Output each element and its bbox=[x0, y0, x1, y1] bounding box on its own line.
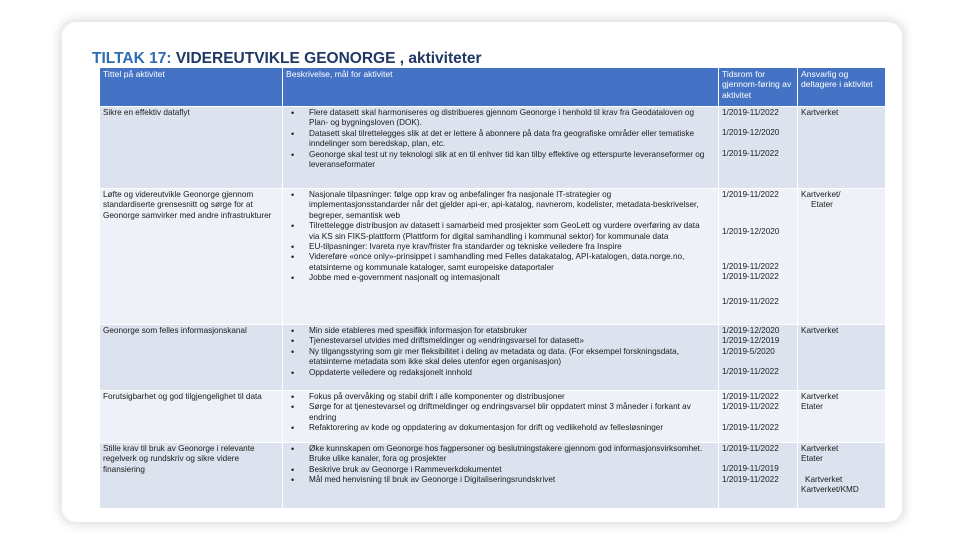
responsible-value: Kartverket bbox=[801, 444, 839, 453]
activity-responsible bbox=[798, 325, 886, 391]
period-value: 1/2019-12/2020 bbox=[722, 227, 780, 237]
period-value: 1/2019-11/2022 bbox=[722, 367, 779, 377]
table-row bbox=[100, 443, 886, 509]
bullet-item: • Nasjonale tilpasninger: følge opp krav og anbefalinger fra nasjonale IT-strategier og implementasjonsstandarder når det gjelder api-er, api-katalog, navnerom, kodelister, metadata-beskrivelser, begreper, semantisk web bbox=[293, 190, 712, 221]
activity-responsible bbox=[798, 391, 886, 443]
period-value: 1/2019-11/2022 bbox=[722, 422, 779, 432]
responsible-value: Etater bbox=[811, 200, 833, 210]
bullet-item: • Tjenestevarsel utvides med driftsmeldinger og «endringsvarsel for datasett» bbox=[293, 336, 712, 346]
header-responsible: Ansvarlig og deltagere i aktivitet bbox=[798, 68, 886, 107]
period-value: 1/2019-11/2022 bbox=[722, 474, 779, 484]
page-title bbox=[92, 50, 482, 68]
responsible-value: Kartverket/KMD bbox=[801, 485, 859, 495]
table-row bbox=[100, 391, 886, 443]
responsible-value: Kartverket bbox=[801, 108, 839, 117]
activity-description bbox=[283, 107, 719, 189]
bullet-item: • Datasett skal tilrettelegges slik at det er lettere å abonnere på data fra geografiske områder eller tematiske inndelinger som beredskap, plan, etc. bbox=[293, 129, 712, 150]
bullet-item: • Sørge for at tjenestevarsel og driftmeldinger og endringsvarsel blir oppdatert minst 3 måneder i forkant av endring bbox=[293, 402, 712, 423]
activity-period bbox=[719, 325, 798, 391]
bullet-item: • EU-tilpasninger: Ivareta nye krav/frister fra standarder og tekniske veiledere fra Inspire bbox=[293, 242, 712, 252]
activity-title: Geonorge som felles informasjonskanal bbox=[100, 325, 283, 391]
bullet-item: • Tilrettelegge distribusjon av datasett i samarbeid med prosjekter som GeoLett og vurdere overføring av data via KS sin FIKS-plattform (Plattform for digital samhandling i kommunal sektor) for kommunale data bbox=[293, 221, 712, 242]
responsible-value: Etater bbox=[801, 402, 823, 412]
bullet-item: • Øke kunnskapen om Geonorge hos fagpersoner og beslutningstakere gjennom god informasjonsvirksomhet. Bruke ulike kanaler, fora og prosjekter bbox=[293, 444, 712, 465]
table-row bbox=[100, 189, 886, 325]
responsible-value: Kartverket bbox=[805, 474, 843, 484]
table-header-row bbox=[100, 68, 886, 107]
header-description: Beskrivelse, mål for aktivitet bbox=[283, 68, 719, 107]
responsible-spacer bbox=[801, 465, 882, 475]
activity-title: Stille krav til bruk av Geonorge i relevante regelverk og rundskriv og sikre videre finansiering bbox=[100, 443, 283, 509]
period-value: 1/2019-12/2019 bbox=[722, 336, 780, 346]
bullet-item: • Refaktorering av kode og oppdatering av dokumentasjon for drift og vedlikehold av fellesløsninger bbox=[293, 423, 712, 433]
period-value: 1/2019-11/2022 bbox=[722, 261, 779, 271]
period-value: 1/2019-11/2022 bbox=[722, 444, 779, 453]
header-period: Tidsrom for gjennom-føring av aktivitet bbox=[719, 68, 798, 107]
responsible-value: Etater bbox=[801, 454, 823, 464]
period-value: 1/2019-12/2020 bbox=[722, 326, 780, 335]
activity-period bbox=[719, 189, 798, 325]
bullet-item: • Min side etableres med spesifikk informasjon for etatsbruker bbox=[293, 326, 712, 336]
activity-period bbox=[719, 107, 798, 189]
bullet-item: • Fokus på overvåking og stabil drift i alle komponenter og distribusjoner bbox=[293, 392, 712, 402]
title-rest: VIDEREUTVIKLE GEONORGE , aktiviteter bbox=[171, 50, 482, 67]
period-value: 1/2019-11/2022 bbox=[722, 272, 779, 282]
activity-responsible bbox=[798, 443, 886, 509]
header-title: Tittel på aktivitet bbox=[100, 68, 283, 107]
period-value: 1/2019-11/2022 bbox=[722, 108, 779, 117]
activity-description bbox=[283, 443, 719, 509]
responsible-value: Kartverket/ bbox=[801, 190, 841, 199]
activity-title: Forutsigbarhet og god tilgjengelighet til data bbox=[100, 391, 283, 443]
activity-description bbox=[283, 391, 719, 443]
bullet-item: • Oppdaterte veiledere og redaksjonelt innhold bbox=[293, 368, 712, 378]
activity-description bbox=[283, 189, 719, 325]
period-value: 1/2019-5/2020 bbox=[722, 346, 775, 356]
bullet-item: • Flere datasett skal harmoniseres og distribueres gjennom Geonorge i henhold til krav fra Geodataloven og Plan- og bygningsloven (DOK). bbox=[293, 108, 712, 129]
bullet-item: • Videreføre «once only»-prinsippet i samhandling med Felles datakatalog, API-katalogen, data.norge.no, etatsinterne og kommunale kataloger, samt europeiske dataportaler bbox=[293, 252, 712, 273]
period-value: 1/2019-11/2022 bbox=[722, 148, 779, 158]
period-value: 1/2019-11/2022 bbox=[722, 402, 779, 412]
activity-period bbox=[719, 391, 798, 443]
bullet-item: • Ny tilgangsstyring som gir mer fleksibilitet i deling av metadata og data. (For eksempel forskningsdata, etatsinterne metadata som ikke skal deles utenfor egen organisasjon) bbox=[293, 347, 712, 368]
activity-responsible bbox=[798, 107, 886, 189]
period-value: 1/2019-12/2020 bbox=[722, 128, 780, 138]
table-row bbox=[100, 325, 886, 391]
title-lead: TILTAK 17: bbox=[92, 50, 172, 67]
table-row bbox=[100, 107, 886, 189]
responsible-value: Kartverket bbox=[801, 392, 839, 401]
bullet-item: • Jobbe med e-government nasjonalt og internasjonalt bbox=[293, 273, 712, 283]
period-value: 1/2019-11/2022 bbox=[722, 296, 779, 306]
period-value: 1/2019-11/2019 bbox=[722, 464, 779, 474]
activity-responsible bbox=[798, 189, 886, 325]
bullet-item: • Mål med henvisning til bruk av Geonorge i Digitaliseringsrundskrivet bbox=[293, 475, 712, 485]
activity-description bbox=[283, 325, 719, 391]
activity-table bbox=[99, 67, 886, 509]
responsible-value: Kartverket bbox=[801, 326, 839, 335]
period-value: 1/2019-11/2022 bbox=[722, 392, 779, 401]
activity-title: Løfte og videreutvikle Geonorge gjennom standardiserte grensesnitt og sørge for at Geonorge samvirker med andre infrastrukturer bbox=[100, 189, 283, 325]
activity-period bbox=[719, 443, 798, 509]
bullet-item: • Geonorge skal test ut ny teknologi slik at en til enhver tid kan tilby effektive og etterspurte leveranseformer og leveranseformater bbox=[293, 150, 712, 171]
period-value: 1/2019-11/2022 bbox=[722, 190, 779, 199]
bullet-item: • Beskrive bruk av Geonorge i Rammeverkdokumentet bbox=[293, 465, 712, 475]
activity-title: Sikre en effektiv dataflyt bbox=[100, 107, 283, 189]
